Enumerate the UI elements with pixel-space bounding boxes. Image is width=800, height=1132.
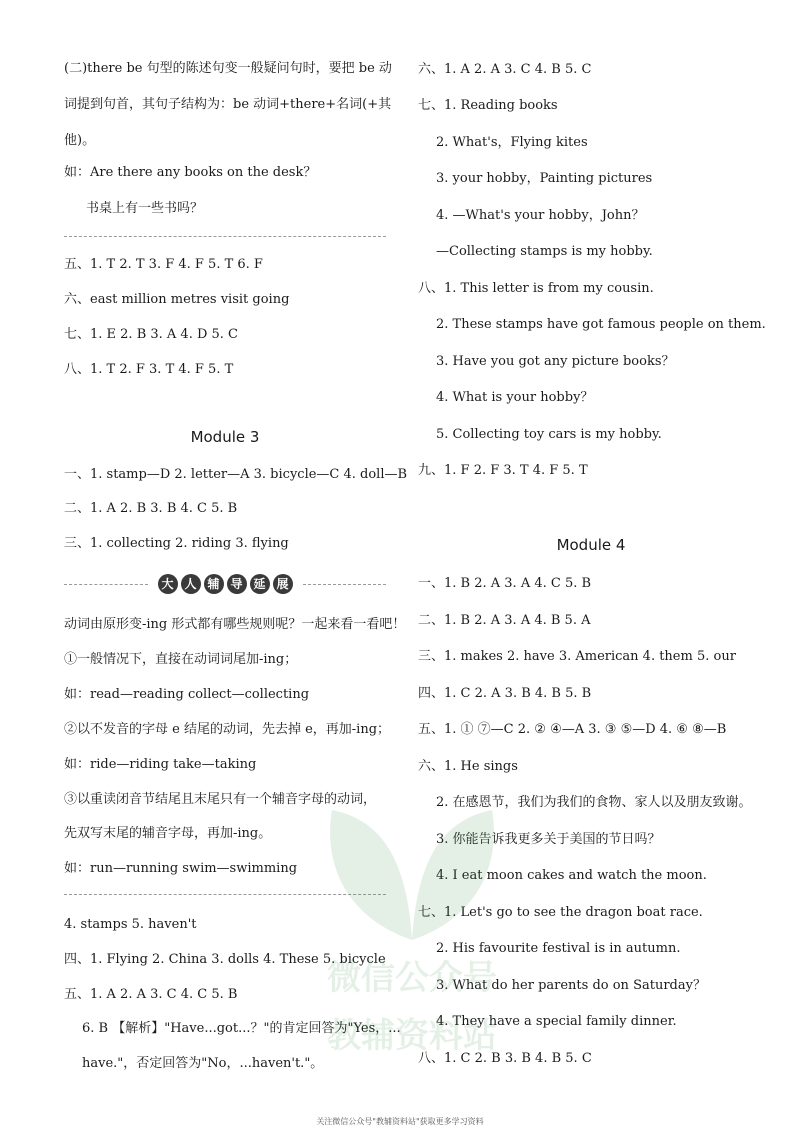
grammar-note-line2: 词提到句首，其句子结构为：be 动词+there+名词(+其	[64, 97, 392, 112]
note-6-line1: 6. B 【解析】"Have...got...？"的肯定回答为"Yes，...	[82, 1021, 401, 1036]
tip-banner	[64, 573, 386, 595]
banner-title: 大 人 辅 导 延 展	[158, 574, 293, 594]
divider	[64, 894, 386, 895]
tip-example-1: 如：read—reading collect—collecting	[64, 687, 310, 702]
tip-example-3: 如：run—running swim—swimming	[64, 861, 298, 876]
answer-line: 2. 在感恩节，我们为我们的食物、家人以及朋友致谢。	[436, 795, 752, 810]
tip-intro: 动词由原形变-ing 形式都有哪些规则呢？一起来看一看吧！	[64, 617, 406, 632]
answer-line: 六、east million metres visit going	[64, 292, 290, 307]
grammar-example-cn: 书桌上有一些书吗？	[86, 201, 204, 216]
module-4-title: Module 4	[556, 536, 626, 554]
answer-line: 3. Have you got any picture books？	[436, 354, 675, 369]
answer-line: 五、1. A 2. A 3. C 4. C 5. B	[64, 987, 238, 1002]
answer-line: 一、1. B 2. A 3. A 4. C 5. B	[418, 576, 592, 591]
note-6-line2: have."，否定回答为"No，...haven't."。	[82, 1056, 324, 1071]
watermark-line1: 微信公众号	[327, 958, 497, 998]
tip-rule-3b: 先双写末尾的辅音字母，再加-ing。	[64, 826, 272, 841]
answer-line: 九、1. F 2. F 3. T 4. F 5. T	[418, 463, 588, 478]
answer-line: 4. stamps 5. haven't	[64, 917, 197, 932]
answer-line: 六、1. He sings	[418, 759, 518, 774]
grammar-note-line1: (二)there be 句型的陈述句变一般疑问句时，要把 be 动	[64, 61, 392, 76]
page-footer: 关注微信公众号"教辅资料站"获取更多学习资料	[316, 1117, 484, 1126]
module-3-title: Module 3	[190, 428, 260, 446]
answer-line: 2. These stamps have got famous people on them.	[436, 317, 766, 332]
answer-line: 二、1. A 2. B 3. B 4. C 5. B	[64, 501, 238, 516]
watermark-line2: 教辅资料站	[327, 1016, 497, 1056]
answer-line: 五、1. T 2. T 3. F 4. F 5. T 6. F	[64, 257, 263, 272]
tip-rule-3a: ③以重读闭音节结尾且末尾只有一个辅音字母的动词，	[64, 792, 377, 807]
answer-line: 3. What do her parents do on Saturday？	[436, 978, 706, 993]
answer-line: 五、1. ① ⑦—C 2. ② ④—A 3. ③ ⑤—D 4. ⑥ ⑧—B	[418, 722, 727, 737]
answer-line: 5. Collecting toy cars is my hobby.	[436, 427, 662, 442]
answer-line: 4. I eat moon cakes and watch the moon.	[436, 868, 707, 883]
divider	[64, 236, 386, 237]
answer-line: 八、1. T 2. F 3. T 4. F 5. T	[64, 362, 234, 377]
answer-line: —Collecting stamps is my hobby.	[436, 244, 653, 259]
answer-line: 七、1. Reading books	[418, 98, 558, 113]
grammar-note-line3: 他)。	[64, 133, 96, 148]
answer-line: 二、1. B 2. A 3. A 4. B 5. A	[418, 613, 591, 628]
answer-line: 2. His favourite festival is in autumn.	[436, 941, 681, 956]
answer-line: 3. your hobby，Painting pictures	[436, 171, 653, 186]
tip-example-2: 如：ride—riding take—taking	[64, 757, 257, 772]
answer-line: 3. 你能告诉我更多关于美国的节日吗？	[436, 832, 661, 847]
answer-line: 4. —What's your hobby，John？	[436, 208, 645, 223]
tip-rule-2: ②以不发音的字母 e 结尾的动词，先去掉 e，再加-ing；	[64, 722, 391, 737]
answer-line: 2. What's，Flying kites	[436, 135, 588, 150]
answer-line: 四、1. Flying 2. China 3. dolls 4. These 5. bicycle	[64, 952, 386, 967]
answer-line: 三、1. collecting 2. riding 3. flying	[64, 536, 289, 551]
answer-line: 七、1. Let's go to see the dragon boat race.	[418, 905, 703, 920]
answer-line: 六、1. A 2. A 3. C 4. B 5. C	[418, 62, 592, 77]
tip-rule-1: ①一般情况下，直接在动词词尾加-ing；	[64, 652, 298, 667]
answer-line: 八、1. This letter is from my cousin.	[418, 281, 654, 296]
answer-line: 八、1. C 2. B 3. B 4. B 5. C	[418, 1051, 592, 1066]
answer-line: 一、1. stamp—D 2. letter—A 3. bicycle—C 4. doll—B	[64, 467, 408, 482]
answer-line: 三、1. makes 2. have 3. American 4. them 5. our	[418, 649, 736, 664]
answer-line: 四、1. C 2. A 3. B 4. B 5. B	[418, 686, 592, 701]
grammar-example-en: 如：Are there any books on the desk？	[64, 165, 317, 180]
answer-line: 4. They have a special family dinner.	[436, 1014, 677, 1029]
answer-line: 4. What is your hobby？	[436, 390, 594, 405]
answer-line: 七、1. E 2. B 3. A 4. D 5. C	[64, 327, 239, 342]
